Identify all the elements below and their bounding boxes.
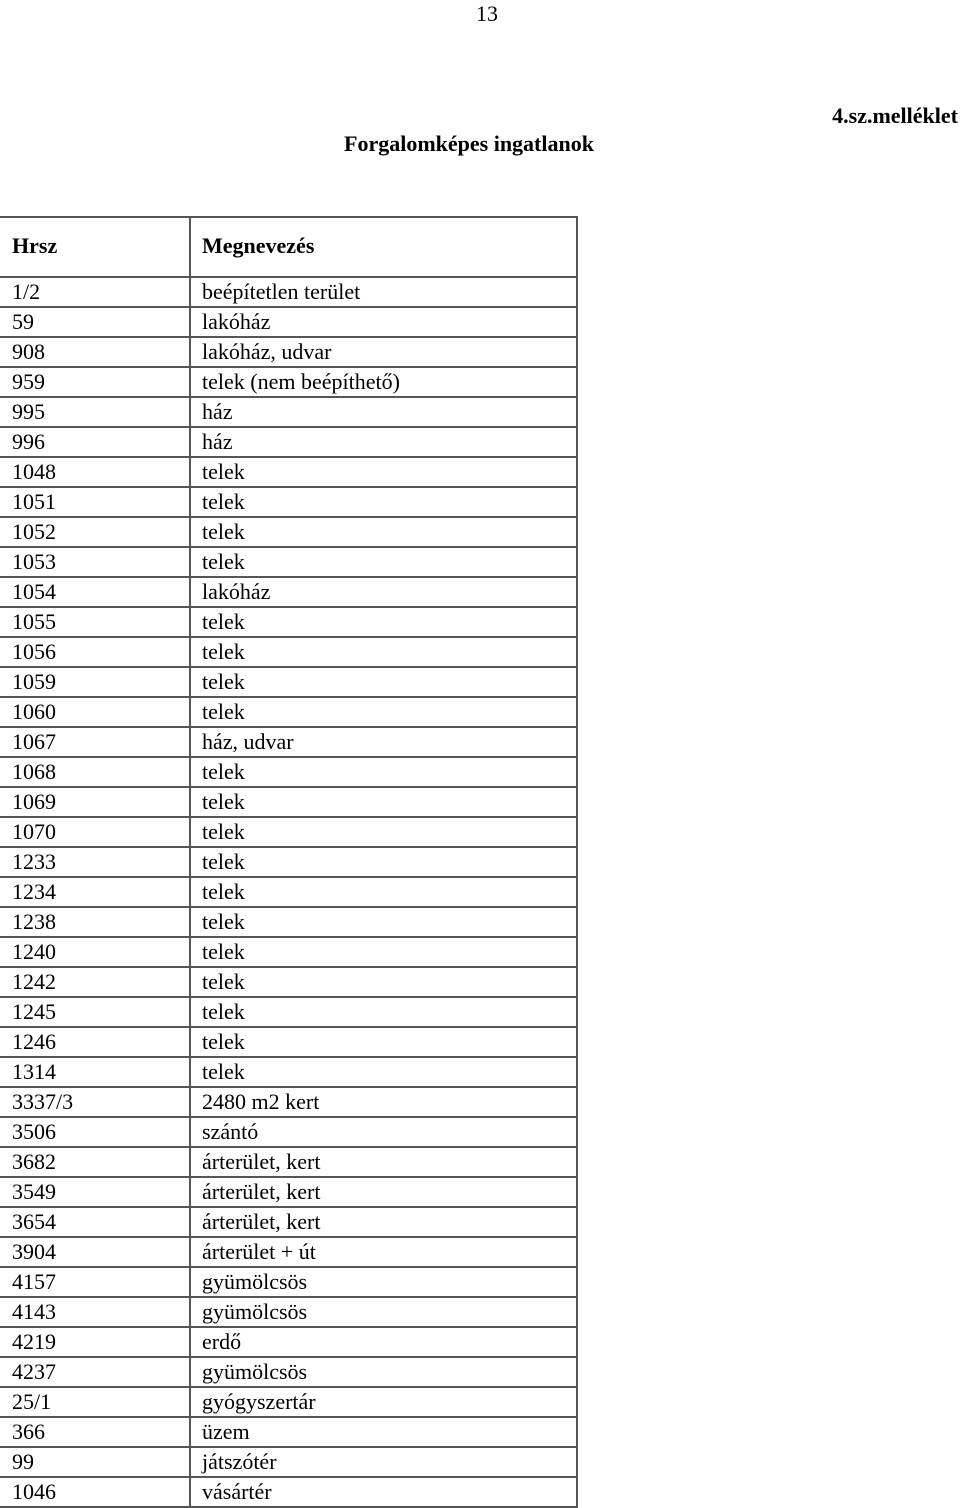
- header-name: Megnevezés: [190, 217, 577, 277]
- cell-hrsz: 995: [0, 397, 190, 427]
- header-hrsz: Hrsz: [0, 217, 190, 277]
- table-row: [0, 967, 577, 997]
- table-row: [0, 727, 577, 757]
- cell-name: telek: [190, 937, 577, 967]
- cell-name: gyümölcsös: [190, 1267, 577, 1297]
- table-row: [0, 787, 577, 817]
- table-row: [0, 1027, 577, 1057]
- cell-hrsz: 1246: [0, 1027, 190, 1057]
- table-row: [0, 1237, 577, 1267]
- cell-name: vásártér: [190, 1477, 577, 1507]
- cell-name: telek: [190, 817, 577, 847]
- cell-hrsz: 366: [0, 1417, 190, 1447]
- cell-name: árterület, kert: [190, 1147, 577, 1177]
- cell-name: telek: [190, 517, 577, 547]
- cell-hrsz: 3904: [0, 1237, 190, 1267]
- table-row: [0, 1447, 577, 1477]
- table-row: [0, 937, 577, 967]
- cell-hrsz: 3549: [0, 1177, 190, 1207]
- cell-name: gyümölcsös: [190, 1357, 577, 1387]
- cell-hrsz: 1068: [0, 757, 190, 787]
- cell-name: telek: [190, 607, 577, 637]
- cell-name: telek: [190, 1057, 577, 1087]
- cell-name: telek: [190, 787, 577, 817]
- table-row: [0, 757, 577, 787]
- cell-hrsz: 1242: [0, 967, 190, 997]
- cell-hrsz: 1046: [0, 1477, 190, 1507]
- table-row: [0, 457, 577, 487]
- page-number: 13: [476, 1, 498, 26]
- table-row: [0, 1057, 577, 1087]
- cell-name: 2480 m2 kert: [190, 1087, 577, 1117]
- table-row: [0, 1177, 577, 1207]
- table-row: [0, 577, 577, 607]
- cell-hrsz: 1055: [0, 607, 190, 637]
- table-body: [0, 277, 577, 1507]
- cell-name: telek (nem beépíthető): [190, 367, 577, 397]
- cell-name: telek: [190, 487, 577, 517]
- cell-name: telek: [190, 697, 577, 727]
- cell-hrsz: 4143: [0, 1297, 190, 1327]
- cell-name: ház, udvar: [190, 727, 577, 757]
- cell-name: telek: [190, 547, 577, 577]
- cell-hrsz: 1233: [0, 847, 190, 877]
- table-row: [0, 637, 577, 667]
- table-row: [0, 877, 577, 907]
- cell-hrsz: 996: [0, 427, 190, 457]
- cell-name: lakóház, udvar: [190, 337, 577, 367]
- cell-name: gyümölcsös: [190, 1297, 577, 1327]
- table-row: [0, 1087, 577, 1117]
- cell-hrsz: 1048: [0, 457, 190, 487]
- annex-label: 4.sz.melléklet: [832, 103, 958, 128]
- table-row: [0, 1417, 577, 1447]
- cell-name: telek: [190, 757, 577, 787]
- table-row: [0, 907, 577, 937]
- cell-hrsz: 1054: [0, 577, 190, 607]
- cell-name: ház: [190, 427, 577, 457]
- cell-hrsz: 59: [0, 307, 190, 337]
- table-header-row: [0, 217, 577, 277]
- cell-hrsz: 99: [0, 1447, 190, 1477]
- cell-name: telek: [190, 997, 577, 1027]
- cell-name: játszótér: [190, 1447, 577, 1477]
- cell-hrsz: 1070: [0, 817, 190, 847]
- cell-name: gyógyszertár: [190, 1387, 577, 1417]
- table-row: [0, 607, 577, 637]
- cell-hrsz: 3506: [0, 1117, 190, 1147]
- table-row: [0, 1267, 577, 1297]
- table-row: [0, 697, 577, 727]
- cell-hrsz: 1060: [0, 697, 190, 727]
- cell-hrsz: 1059: [0, 667, 190, 697]
- table-row: [0, 427, 577, 457]
- cell-hrsz: 25/1: [0, 1387, 190, 1417]
- table-row: [0, 1387, 577, 1417]
- cell-name: árterület, kert: [190, 1177, 577, 1207]
- property-table: [0, 216, 578, 1508]
- cell-hrsz: 1052: [0, 517, 190, 547]
- cell-hrsz: 1/2: [0, 277, 190, 307]
- table-row: [0, 817, 577, 847]
- cell-name: telek: [190, 967, 577, 997]
- table-row: [0, 1297, 577, 1327]
- cell-hrsz: 3337/3: [0, 1087, 190, 1117]
- cell-hrsz: 1056: [0, 637, 190, 667]
- cell-name: árterület, kert: [190, 1207, 577, 1237]
- cell-hrsz: 4219: [0, 1327, 190, 1357]
- table-row: [0, 337, 577, 367]
- cell-hrsz: 1234: [0, 877, 190, 907]
- cell-name: telek: [190, 847, 577, 877]
- cell-hrsz: 4237: [0, 1357, 190, 1387]
- cell-name: üzem: [190, 1417, 577, 1447]
- cell-hrsz: 1240: [0, 937, 190, 967]
- table-row: [0, 367, 577, 397]
- table-row: [0, 1147, 577, 1177]
- table-row: [0, 547, 577, 577]
- cell-name: telek: [190, 667, 577, 697]
- table-row: [0, 307, 577, 337]
- cell-name: telek: [190, 877, 577, 907]
- table-row: [0, 1477, 577, 1507]
- cell-hrsz: 4157: [0, 1267, 190, 1297]
- table-row: [0, 847, 577, 877]
- cell-hrsz: 1314: [0, 1057, 190, 1087]
- cell-hrsz: 1069: [0, 787, 190, 817]
- cell-hrsz: 1051: [0, 487, 190, 517]
- cell-hrsz: 1053: [0, 547, 190, 577]
- cell-name: telek: [190, 907, 577, 937]
- table-row: [0, 397, 577, 427]
- cell-name: szántó: [190, 1117, 577, 1147]
- table-row: [0, 1207, 577, 1237]
- table-row: [0, 1327, 577, 1357]
- cell-hrsz: 3682: [0, 1147, 190, 1177]
- table-row: [0, 1117, 577, 1147]
- table-row: [0, 487, 577, 517]
- cell-name: lakóház: [190, 577, 577, 607]
- cell-name: ház: [190, 397, 577, 427]
- table-row: [0, 517, 577, 547]
- cell-hrsz: 1067: [0, 727, 190, 757]
- cell-hrsz: 3654: [0, 1207, 190, 1237]
- cell-name: telek: [190, 1027, 577, 1057]
- cell-hrsz: 1238: [0, 907, 190, 937]
- cell-name: lakóház: [190, 307, 577, 337]
- cell-name: erdő: [190, 1327, 577, 1357]
- cell-hrsz: 1245: [0, 997, 190, 1027]
- cell-name: telek: [190, 457, 577, 487]
- table-row: [0, 997, 577, 1027]
- cell-hrsz: 959: [0, 367, 190, 397]
- table-row: [0, 277, 577, 307]
- cell-name: telek: [190, 637, 577, 667]
- cell-hrsz: 908: [0, 337, 190, 367]
- page-title: Forgalomképes ingatlanok: [344, 131, 594, 156]
- table-row: [0, 667, 577, 697]
- cell-name: árterület + út: [190, 1237, 577, 1267]
- table-row: [0, 1357, 577, 1387]
- cell-name: beépítetlen terület: [190, 277, 577, 307]
